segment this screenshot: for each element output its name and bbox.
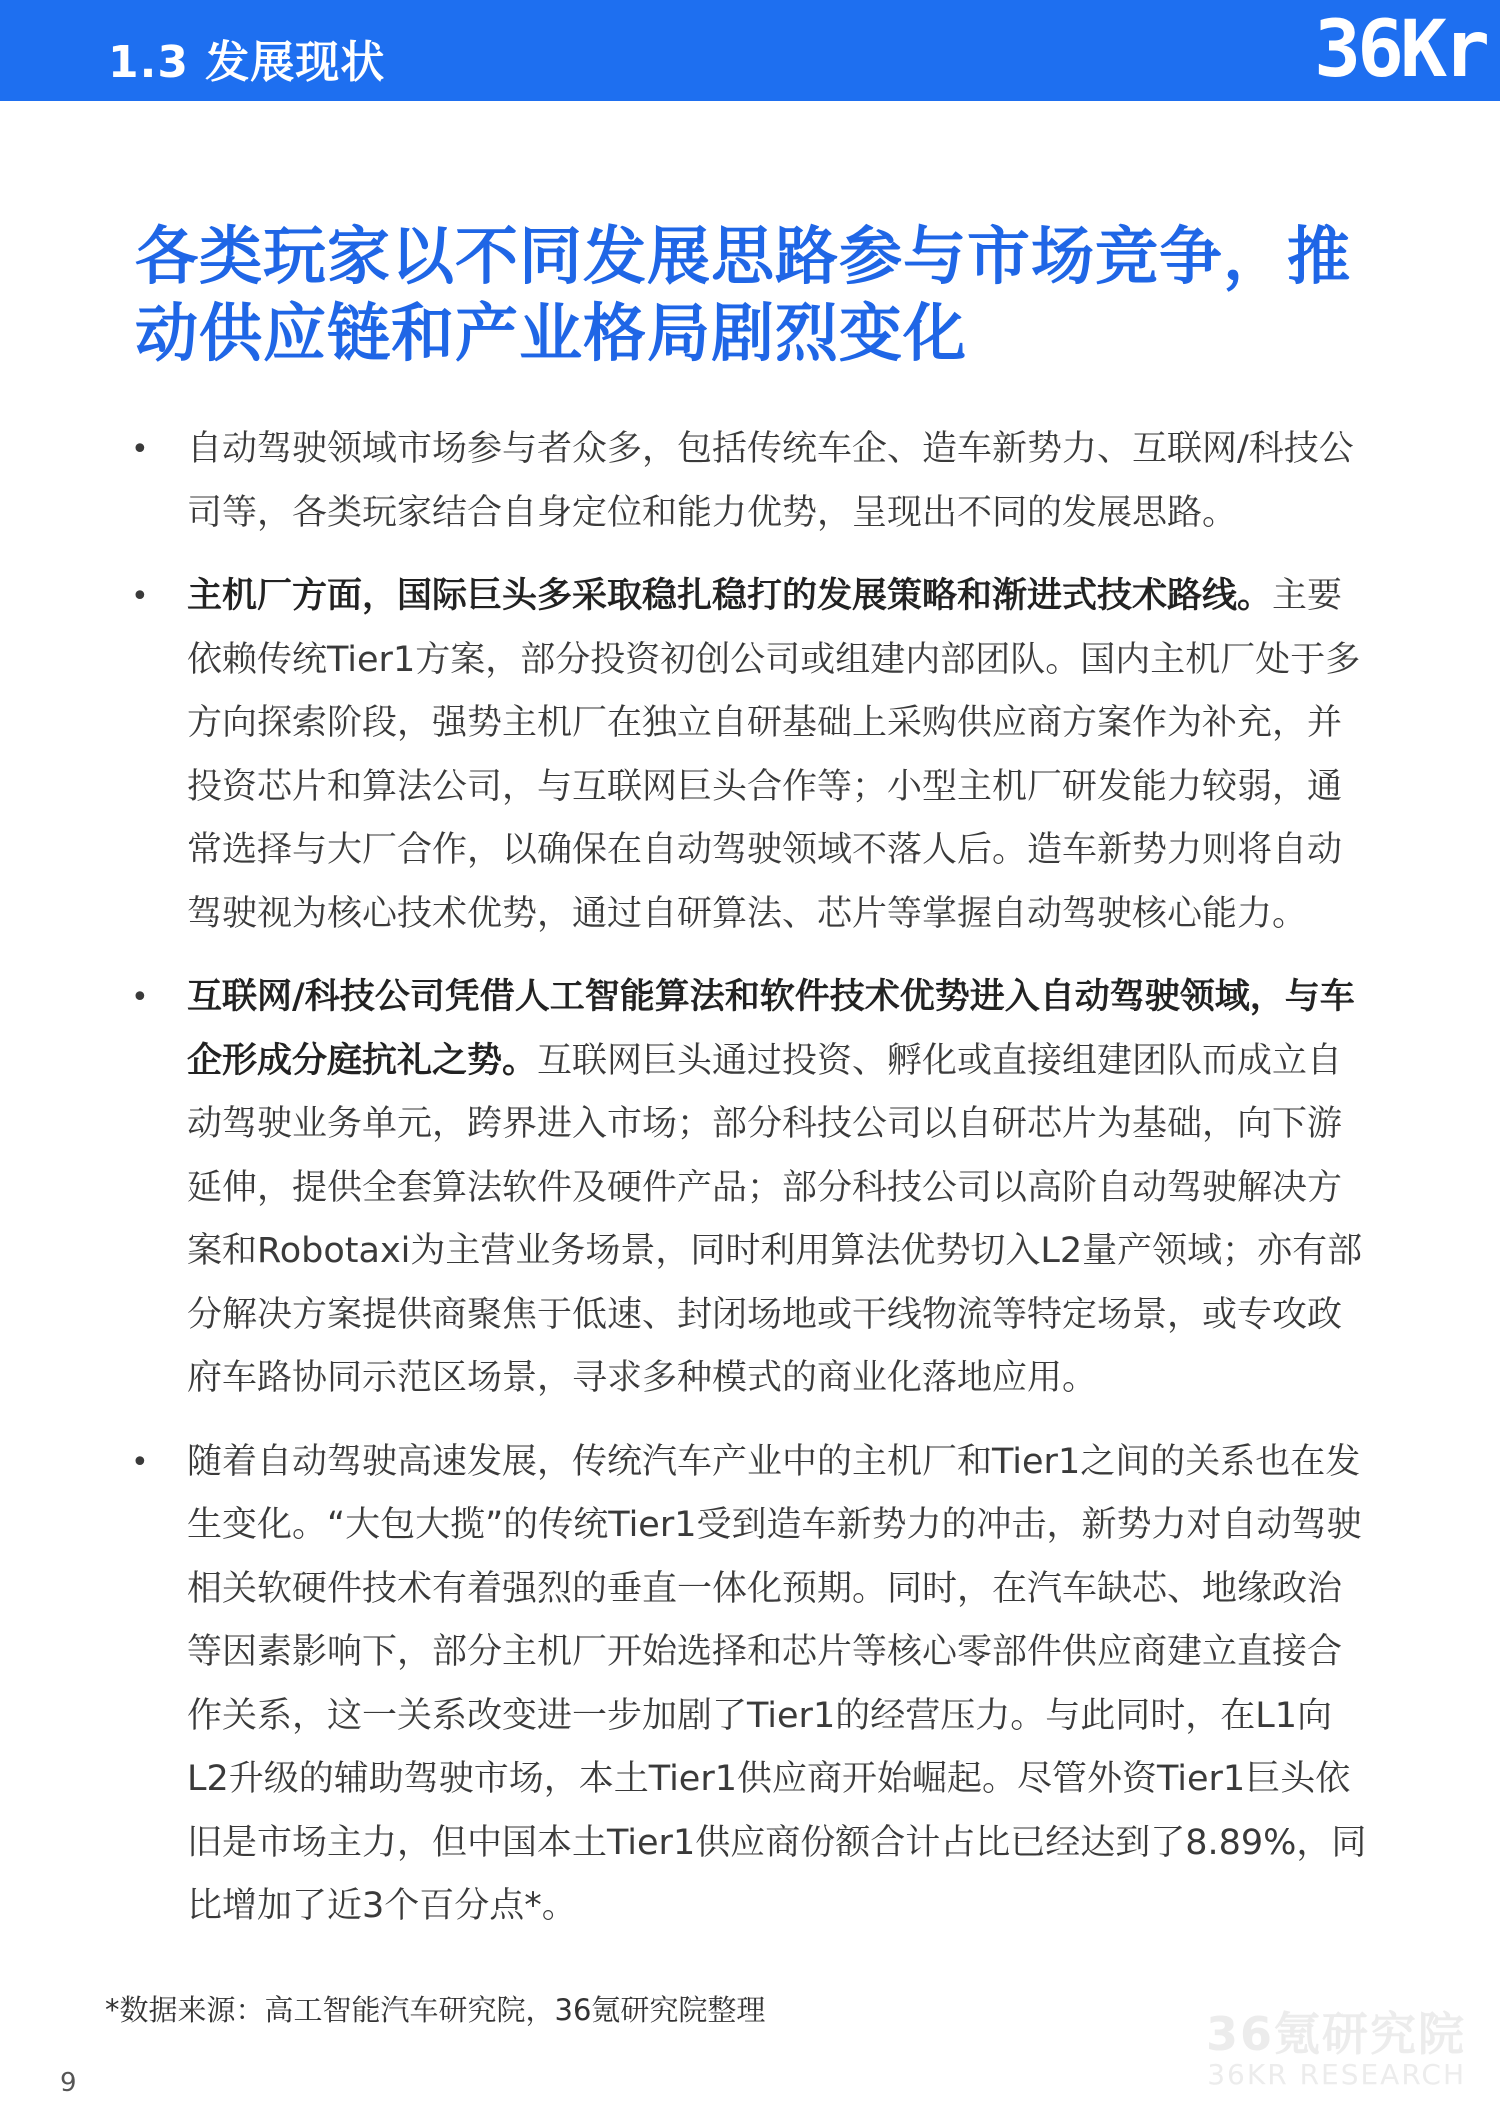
bullet-bold-lead: 互联网/科技公司凭借人工智能算法和软件技术优势进入自动驾驶领域，与车企形成分庭抗礼之势。 bbox=[187, 977, 1355, 1081]
bullet-item-3 bbox=[125, 966, 1370, 1411]
page-headline: 各类玩家以不同发展思路参与市场竞争，推动供应链和产业格局剧烈变化 bbox=[135, 220, 1351, 370]
bullet-item-4 bbox=[125, 1431, 1370, 1939]
bullet-text: 互联网巨头通过投资、孵化或直接组建团队而成立自动驾驶业务单元，跨界进入市场；部分科技公司以自研芯片为基础，向下游延伸，提供全套算法软件及硬件产品；部分科技公司以高阶自动驾驶解决方案和Robotaxi为主营业务场景，同时利用算法优势切入L2量产领域；亦有部分解决方案提供商聚焦于低速、封闭场地或干线物流等特定场景，或专攻政府车路协同示范区场景，寻求多种模式的商业化落地应用。 bbox=[187, 1040, 1363, 1398]
bullet-text: 主要依赖传统Tier1方案，部分投资初创公司或组建内部团队。国内主机厂处于多方向探索阶段，强势主机厂在独立自研基础上采购供应商方案作为补充，并投资芯片和算法公司，与互联网巨头合作等；小型主机厂研发能力较弱，通常选择与大厂合作，以确保在自动驾驶领域不落人后。造车新势力则将自动驾驶视为核心技术优势，通过自研算法、芯片等掌握自动驾驶核心能力。 bbox=[187, 576, 1361, 934]
bullet-bold-lead: 主机厂方面，国际巨头多采取稳扎稳打的发展策略和渐进式技术路线。 bbox=[187, 576, 1273, 616]
bullet-dot-icon: • bbox=[131, 579, 149, 614]
bullet-item-2 bbox=[125, 565, 1370, 946]
watermark-en: 36KR RESEARCH bbox=[1207, 2058, 1466, 2091]
header-bar bbox=[0, 0, 1500, 101]
section-title: 1.3 发展现状 bbox=[108, 37, 386, 88]
bullet-text: 自动驾驶领域市场参与者众多，包括传统车企、造车新势力、互联网/科技公司等，各类玩家结合自身定位和能力优势，呈现出不同的发展思路。 bbox=[187, 429, 1354, 533]
watermark-cn: 36氪研究院 bbox=[1205, 2007, 1466, 2061]
bullet-dot-icon: • bbox=[131, 980, 149, 1015]
source-footnote: *数据来源：高工智能汽车研究院，36氪研究院整理 bbox=[105, 1993, 766, 2027]
bullet-item-1 bbox=[125, 418, 1370, 545]
page-number: 9 bbox=[60, 2068, 77, 2098]
brand-logo: 36Kr bbox=[1314, 5, 1486, 95]
bullet-list bbox=[125, 418, 1370, 1959]
bullet-text: 随着自动驾驶高速发展，传统汽车产业中的主机厂和Tier1之间的关系也在发生变化。“大包大揽”的传统Tier1受到造车新势力的冲击，新势力对自动驾驶相关软硬件技术有着强烈的垂直一体化预期。同时，在汽车缺芯、地缘政治等因素影响下，部分主机厂开始选择和芯片等核心零部件供应商建立直接合作关系，这一关系改变进一步加剧了Tier1的经营压力。与此同时，在L1向L2升级的辅助驾驶市场，本土Tier1供应商开始崛起。尽管外资Tier1巨头依旧是市场主力，但中国本土Tier1供应商份额合计占比已经达到了8.89%，同比增加了近3个百分点*。 bbox=[187, 1441, 1367, 1926]
bullet-dot-icon: • bbox=[131, 1444, 149, 1480]
bullet-dot-icon: • bbox=[131, 432, 149, 467]
